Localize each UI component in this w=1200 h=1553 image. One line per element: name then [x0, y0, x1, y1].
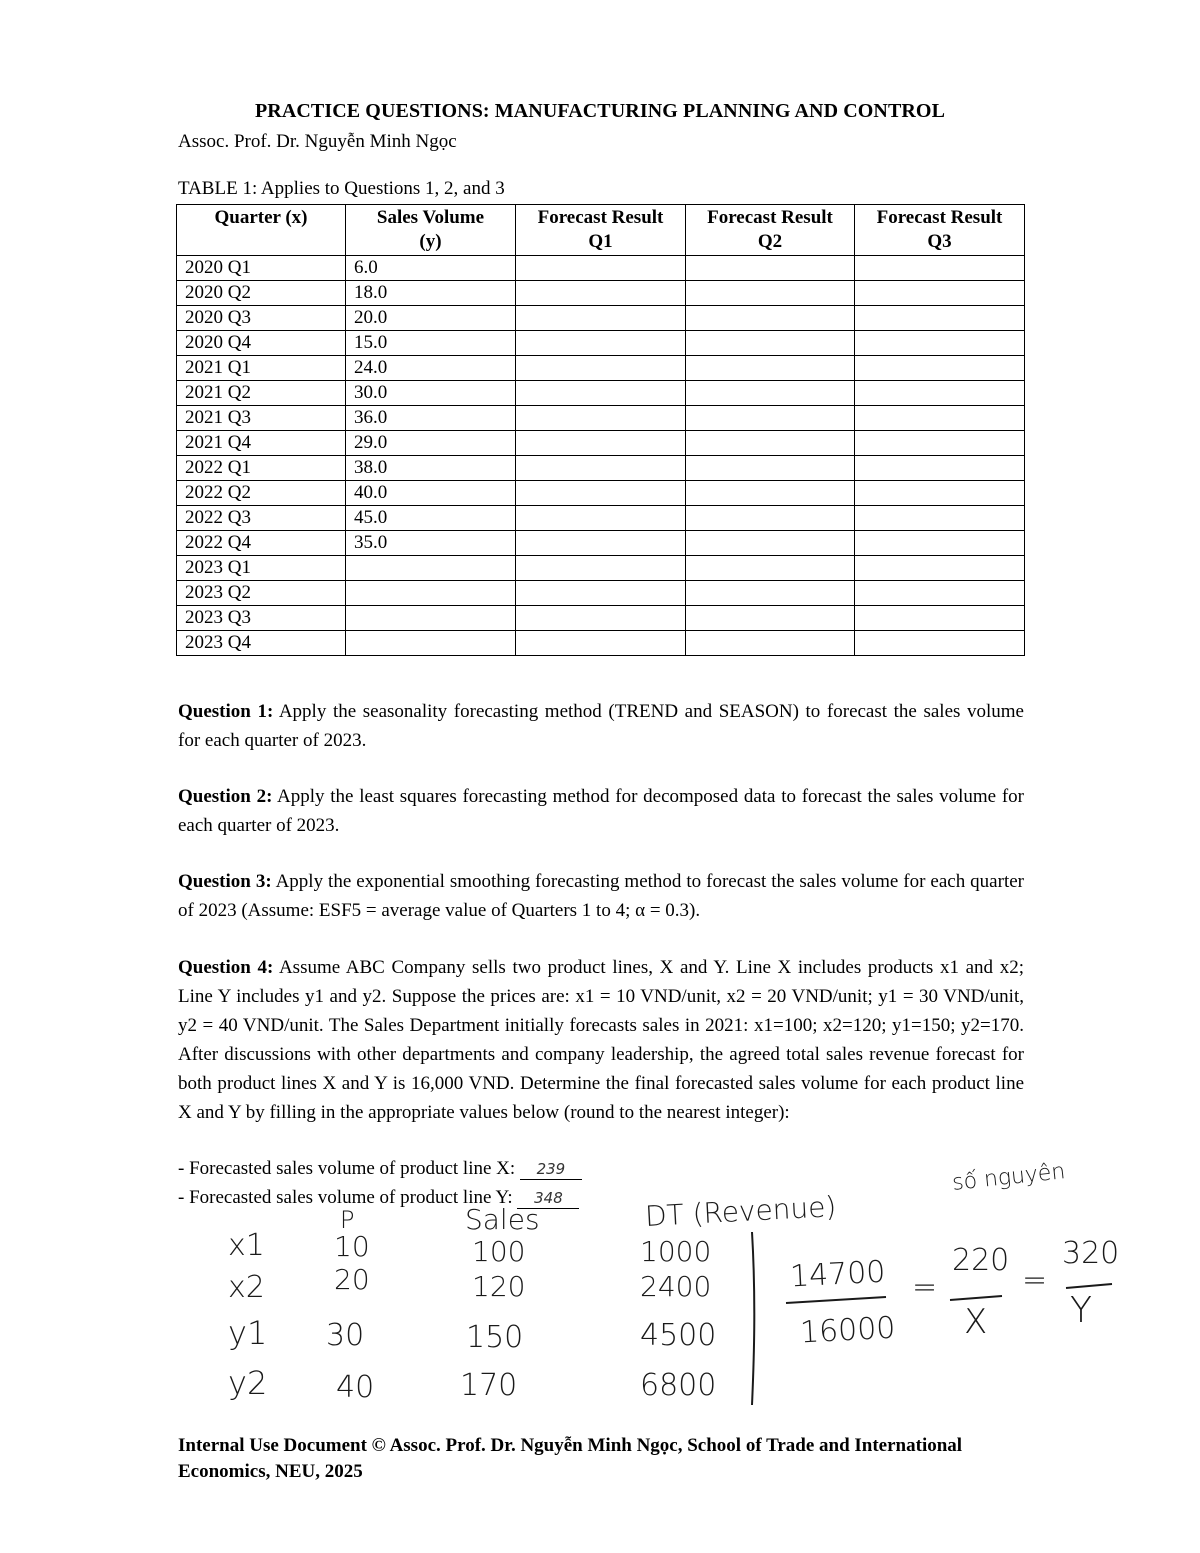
- handwritten-sales: 170: [460, 1368, 518, 1403]
- cell-sales: 24.0: [346, 356, 516, 381]
- handwritten-item: y1: [228, 1314, 268, 1352]
- question-1-label: Question 1:: [178, 701, 274, 722]
- cell-quarter: 2022 Q4: [177, 531, 346, 556]
- answer-x-blank[interactable]: 239: [520, 1159, 582, 1180]
- handwritten-equals-2: =: [1022, 1263, 1048, 1298]
- handwritten-equals-1: =: [912, 1270, 938, 1305]
- question-1-text: Apply the seasonality forecasting method (TREND and SEASON) to forecast the sales volume for each quarter of 2023.: [178, 701, 1024, 751]
- question-4-label: Question 4:: [178, 957, 274, 978]
- table-caption: TABLE 1: Applies to Questions 1, 2, and 3: [178, 178, 505, 199]
- cell-quarter: 2023 Q3: [177, 606, 346, 631]
- cell-quarter: 2021 Q4: [177, 431, 346, 456]
- handwritten-price: 20: [334, 1263, 370, 1296]
- handwritten-price: 40: [336, 1370, 375, 1405]
- answer-y-blank[interactable]: 348: [517, 1188, 579, 1209]
- header-sales-volume: Sales Volume (y): [346, 205, 516, 256]
- header-forecast-q3: Forecast Result Q3: [855, 205, 1025, 256]
- cell-quarter: 2022 Q1: [177, 456, 346, 481]
- question-3-text: Apply the exponential smoothing forecasting method to forecast the sales volume for each quarter of 2023 (Assume: ESF5 = average value of Quarters 1 to 4; α = 0.3).: [178, 871, 1024, 921]
- handwritten-y-numerator: 320: [1062, 1236, 1120, 1271]
- cell-sales: 30.0: [346, 381, 516, 406]
- cell-sales: 6.0: [346, 256, 516, 281]
- cell-quarter: 2023 Q1: [177, 556, 346, 581]
- cell-sales: 40.0: [346, 481, 516, 506]
- handwritten-revenue: 4500: [640, 1318, 717, 1353]
- cell-quarter: 2022 Q2: [177, 481, 346, 506]
- author-line: Assoc. Prof. Dr. Nguyễn Minh Ngọc: [178, 131, 457, 152]
- question-2-label: Question 2:: [178, 786, 273, 807]
- cell-sales: 35.0: [346, 531, 516, 556]
- handwritten-header-price: P: [340, 1206, 355, 1234]
- cell-sales: 36.0: [346, 406, 516, 431]
- header-forecast-q2: Forecast Result Q2: [686, 205, 855, 256]
- handwritten-sales: 150: [466, 1320, 524, 1355]
- cell-quarter: 2021 Q3: [177, 406, 346, 431]
- cell-sales: 18.0: [346, 281, 516, 306]
- question-3-label: Question 3:: [178, 871, 272, 892]
- cell-quarter: 2020 Q2: [177, 281, 346, 306]
- cell-sales: 45.0: [346, 506, 516, 531]
- handwritten-item: x2: [228, 1270, 265, 1305]
- handwritten-revenue: 6800: [640, 1368, 717, 1403]
- handwritten-revenue: 1000: [640, 1235, 712, 1268]
- document-footer: Internal Use Document © Assoc. Prof. Dr. Nguyễn Minh Ngọc, School of Trade and International Economics, NEU, 2025: [178, 1435, 963, 1482]
- question-2-text: Apply the least squares forecasting method for decomposed data to forecast the sales volume for each quarter of 2023.: [178, 786, 1024, 836]
- handwritten-y-denominator: Y: [1070, 1290, 1092, 1331]
- cell-sales: 38.0: [346, 456, 516, 481]
- handwritten-header-sales: Sales: [465, 1203, 540, 1236]
- cell-quarter: 2021 Q2: [177, 381, 346, 406]
- handwritten-sales: 100: [472, 1235, 526, 1268]
- cell-quarter: 2020 Q4: [177, 331, 346, 356]
- handwritten-ratio-denominator: 16000: [799, 1310, 897, 1351]
- cell-sales: 15.0: [346, 331, 516, 356]
- header-quarter: Quarter (x): [177, 205, 346, 256]
- handwritten-note-integer: số nguyên: [951, 1159, 1067, 1196]
- cell-quarter: 2022 Q3: [177, 506, 346, 531]
- handwritten-header-revenue: DT (Revenue): [644, 1190, 838, 1233]
- handwritten-item: y2: [228, 1364, 268, 1402]
- header-forecast-q1: Forecast Result Q1: [516, 205, 686, 256]
- cell-quarter: 2020 Q3: [177, 306, 346, 331]
- handwritten-price: 10: [334, 1230, 370, 1263]
- cell-quarter: 2023 Q4: [177, 631, 346, 656]
- cell-quarter: 2020 Q1: [177, 256, 346, 281]
- answer-y-label: - Forecasted sales volume of product line Y:: [178, 1187, 518, 1208]
- question-4-text: Assume ABC Company sells two product lines, X and Y. Line X includes products x1 and x2; Line Y includes y1 and y2. Suppose the prices are: x1 = 10 VND/unit, x2 = 20 VND/unit; y1 = 30 VND/unit, y2 = 40 VND/unit. The Sales Department initially forecasts sales in 2021: x1=100; x2=120; y1=150; y2=170. After discussions with other departments and company leadership, the agreed total sales revenue forecast for both product lines X and Y is 16,000 VND. Determine the final forecasted sales volume for each product line X and Y by filling in the appropriate values below (round to the nearest integer):: [178, 957, 1024, 1123]
- answer-x-label: - Forecasted sales volume of product line X:: [178, 1158, 520, 1179]
- handwritten-price: 30: [326, 1318, 365, 1353]
- document-title: PRACTICE QUESTIONS: MANUFACTURING PLANNING AND CONTROL: [254, 100, 946, 122]
- cell-quarter: 2021 Q1: [177, 356, 346, 381]
- handwritten-revenue: 2400: [640, 1270, 712, 1303]
- cell-quarter: 2023 Q2: [177, 581, 346, 606]
- handwritten-item: x1: [228, 1228, 265, 1263]
- handwritten-ratio-numerator: 14700: [789, 1254, 887, 1295]
- handwritten-x-numerator: 220: [952, 1243, 1010, 1278]
- handwritten-sales: 120: [472, 1270, 526, 1303]
- handwritten-x-denominator: X: [964, 1302, 988, 1342]
- cell-sales: 29.0: [346, 431, 516, 456]
- cell-sales: 20.0: [346, 306, 516, 331]
